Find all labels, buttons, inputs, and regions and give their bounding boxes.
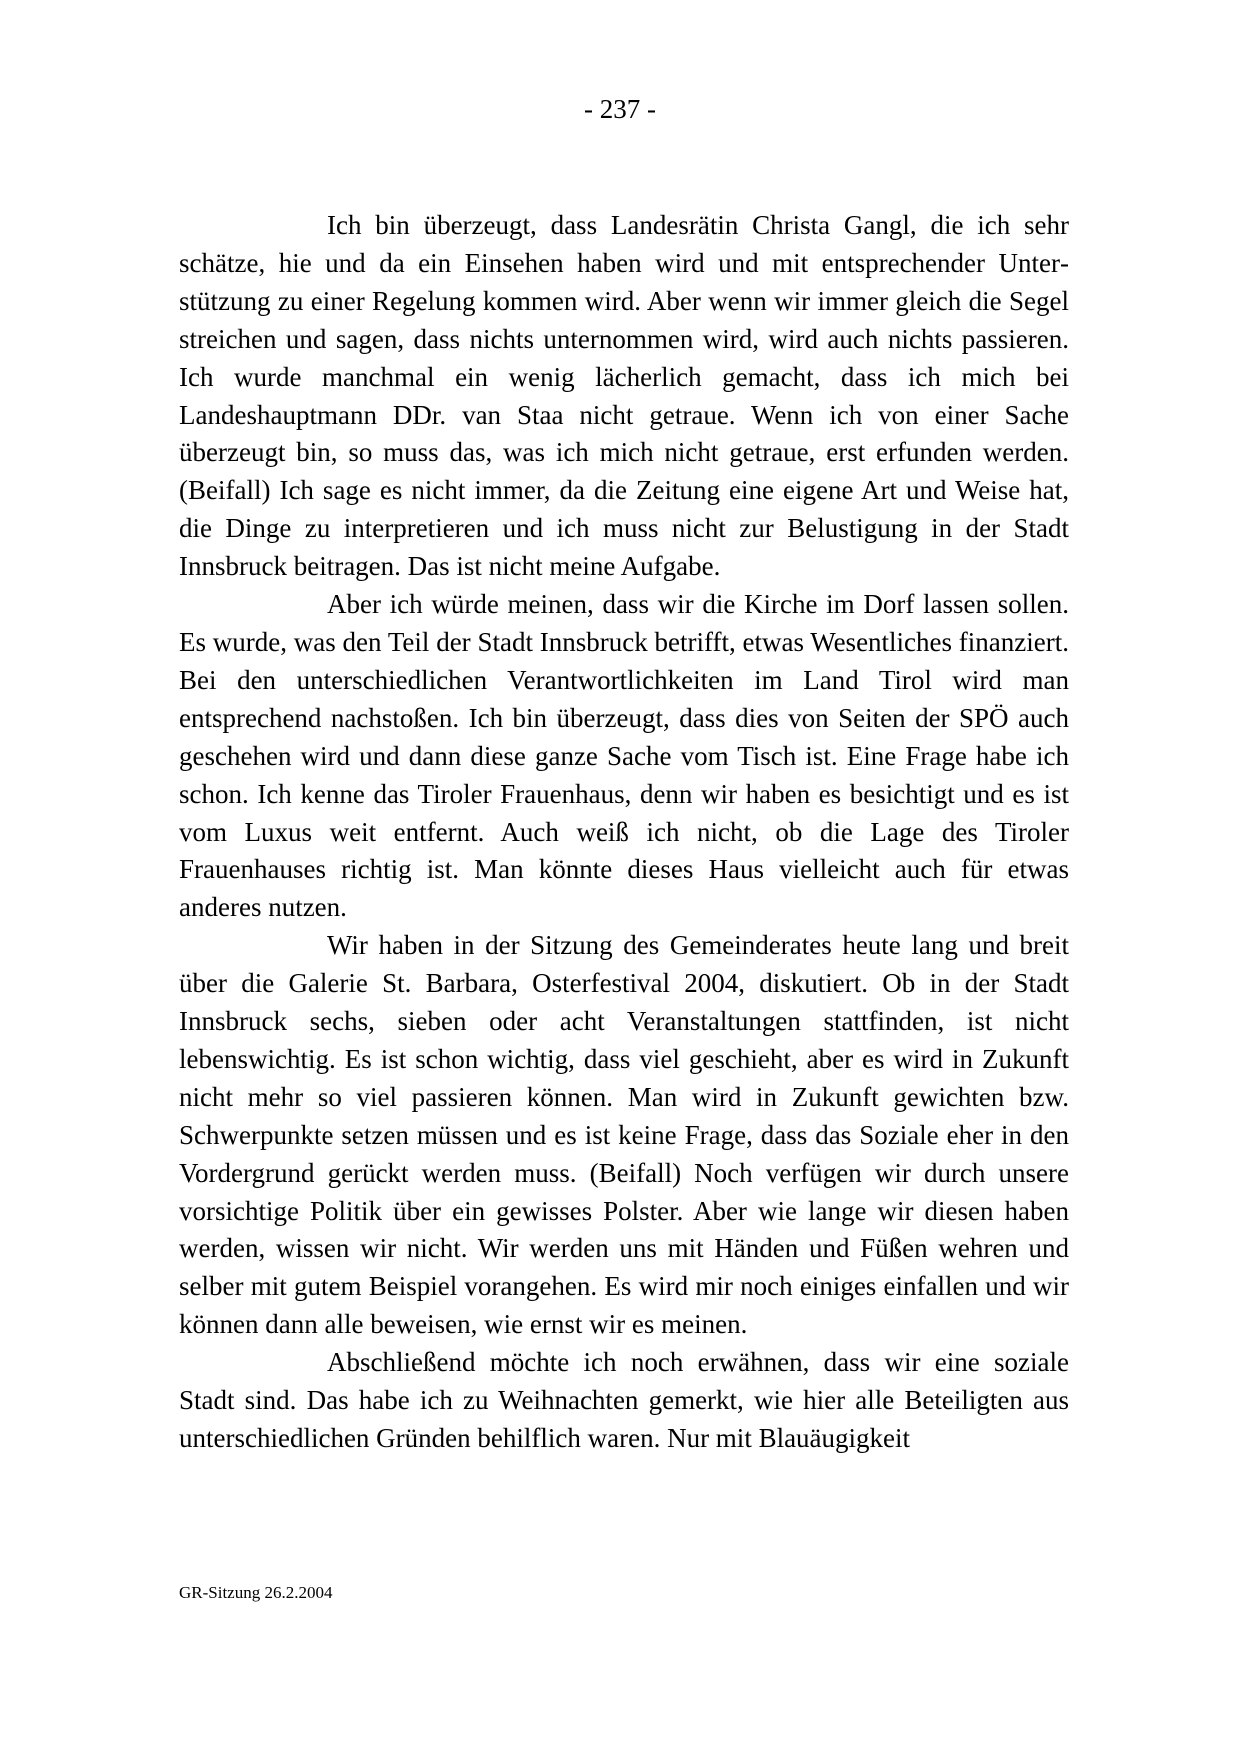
paragraph: Ich bin überzeugt, dass Landesrätin Christa Gangl, die ich sehr schätze, hie und da ein Einsehen haben wird und mit entsprechender Unterstützung zu einer Regelung kommen wird. Aber wenn wir immer gleich die Segel streichen und sagen, dass nichts unternommen wird, wird auch nichts passieren. Ich wurde manchmal ein wenig lächerlich gemacht, dass ich mich bei Landeshauptmann DDr. van Staa nicht getraue. Wenn ich von einer Sache überzeugt bin, so muss das, was ich mich nicht getraue, erst erfunden werden. (Beifall) Ich sage es nicht immer, da die Zeitung eine eigene Art und Weise hat, die Dinge zu interpretieren und ich muss nicht zur Belustigung in der Stadt Innsbruck beitragen. Das ist nicht meine Aufgabe.	[179, 210, 1069, 582]
paragraph: Aber ich würde meinen, dass wir die Kirche im Dorf lassen sollen. Es wurde, was den Teil der Stadt Innsbruck betrifft, etwas Wesentliches finanziert. Bei den unterschiedlichen Verantwortlichkeiten im Land Tirol wird man entsprechend nachstoßen. Ich bin überzeugt, dass dies von Seiten der SPÖ auch geschehen wird und dann diese ganze Sache vom Tisch ist. Eine Frage habe ich schon. Ich kenne das Tiroler Frauenhaus, denn wir haben es besichtigt und es ist vom Luxus weit entfernt. Auch weiß ich nicht, ob die Lage des Tiroler Frauenhauses richtig ist. Man könnte dieses Haus vielleicht auch für etwas anderes nutzen.	[179, 589, 1069, 923]
paragraph: Abschließend möchte ich noch erwähnen, dass wir eine soziale Stadt sind. Das habe ich zu Weihnachten gemerkt, wie hier alle Beteiligten aus unterschiedlichen Gründen behilflich waren. Nur mit Blauäugigkeit	[179, 1347, 1069, 1453]
footer-session-date: GR-Sitzung 26.2.2004	[179, 1583, 333, 1602]
body-text	[179, 207, 1069, 1458]
paragraph: Wir haben in der Sitzung des Gemeinderates heute lang und breit über die Galerie St. Barbara, Osterfestival 2004, diskutiert. Ob in der Stadt Innsbruck sechs, sieben oder acht Veranstaltungen stattfinden, ist nicht lebenswichtig. Es ist schon wichtig, dass viel geschieht, aber es wird in Zukunft nicht mehr so viel passieren können. Man wird in Zukunft gewichten bzw. Schwerpunkte setzen müssen und es ist keine Frage, dass das Soziale eher in den Vordergrund gerückt werden muss. (Beifall) Noch verfügen wir durch unsere vorsichtige Politik über ein gewisses Polster. Aber wie lange wir diesen haben werden, wissen wir nicht. Wir werden uns mit Händen und Füßen wehren und selber mit gutem Beispiel vorangehen. Es wird mir noch einiges einfallen und wir können dann alle beweisen, wie ernst wir es meinen.	[179, 930, 1069, 1340]
page-number: - 237 -	[584, 94, 656, 124]
